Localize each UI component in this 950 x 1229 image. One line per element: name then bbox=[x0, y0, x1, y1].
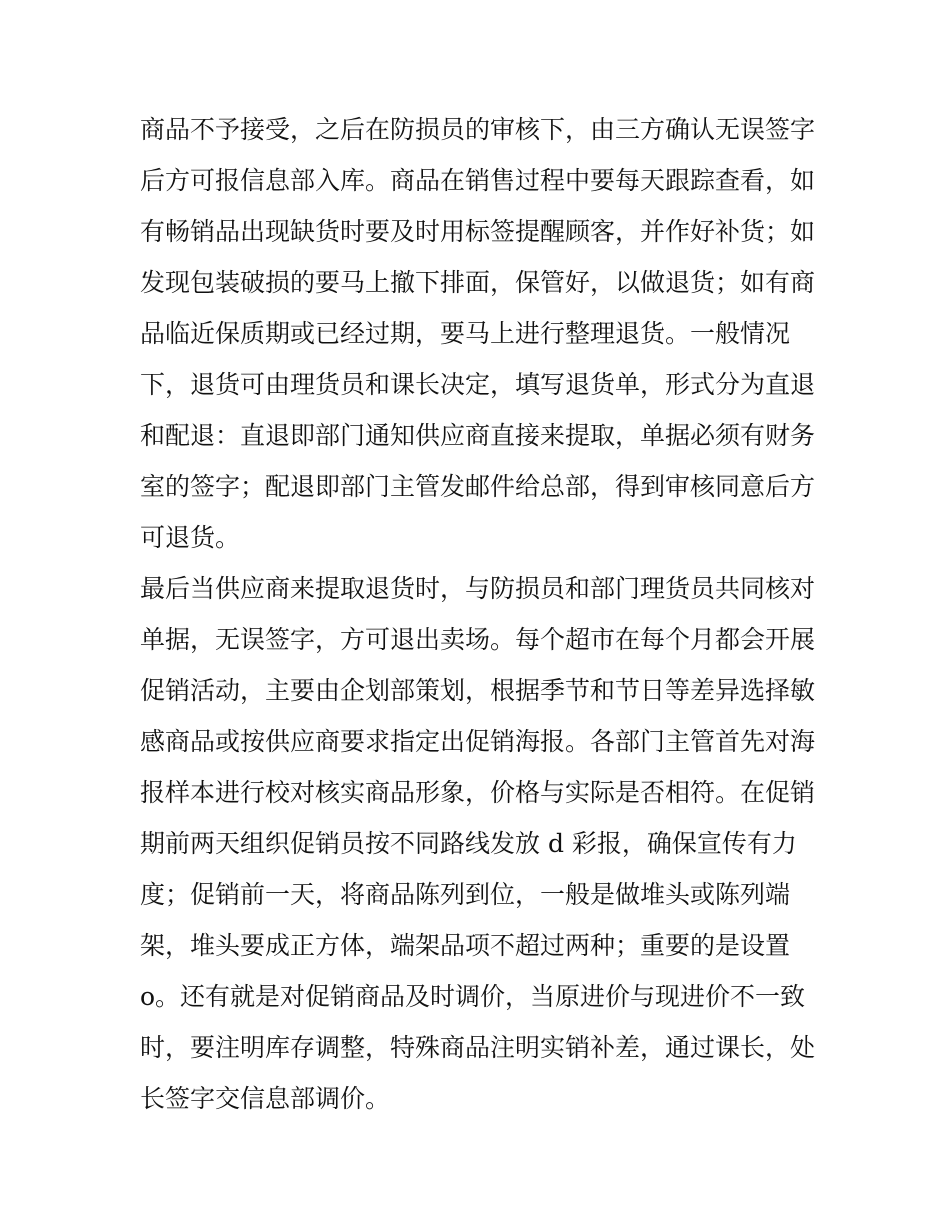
text-line: 下，退货可由理货员和课长决定，填写退货单，形式分为直退 bbox=[140, 370, 816, 399]
text-line: 长签字交信息部调价。 bbox=[140, 1084, 391, 1113]
text-line: 商品不予接受，之后在防损员的审核下，由三方确认无误签字 bbox=[140, 115, 816, 144]
text-line: 时，要注明库存调整，特殊商品注明实销补差，通过课长，处 bbox=[140, 1033, 816, 1062]
body-text bbox=[140, 104, 820, 1124]
text-line: 后方可报信息部入库。商品在销售过程中要每天跟踪查看，如 bbox=[140, 166, 816, 195]
text-line: 最后当供应商来提取退货时，与防损员和部门理货员共同核对 bbox=[140, 574, 816, 603]
text-line: 和配退：直退即部门通知供应商直接来提取，单据必须有财务 bbox=[140, 421, 816, 450]
text-line: 可退货。 bbox=[140, 523, 241, 552]
text-line: 架，堆头要成正方体，端架品项不超过两种；重要的是设置 bbox=[140, 931, 791, 960]
text-line: 发现包装破损的要马上撤下排面，保管好，以做退货；如有商 bbox=[140, 268, 816, 297]
text-line: 报样本进行校对核实商品形象，价格与实际是否相符。在促销 bbox=[140, 778, 816, 807]
text-line: 期前两天组织促销员按不同路线发放 d 彩报，确保宣传有力 bbox=[140, 829, 797, 858]
text-line: 促销活动，主要由企划部策划，根据季节和节日等差异选择敏 bbox=[140, 676, 816, 705]
text-line: 单据，无误签字，方可退出卖场。每个超市在每个月都会开展 bbox=[140, 625, 816, 654]
text-line: 有畅销品出现缺货时要及时用标签提醒顾客，并作好补货；如 bbox=[140, 217, 816, 246]
text-line: 度；促销前一天，将商品陈列到位，一般是做堆头或陈列端 bbox=[140, 880, 791, 909]
text-line: o。还有就是对促销商品及时调价，当原进价与现进价不一致 bbox=[140, 982, 806, 1011]
text-line: 感商品或按供应商要求指定出促销海报。各部门主管首先对海 bbox=[140, 727, 816, 756]
text-line: 品临近保质期或已经过期，要马上进行整理退货。一般情况 bbox=[140, 319, 791, 348]
text-line: 室的签字；配退即部门主管发邮件给总部，得到审核同意后方 bbox=[140, 472, 816, 501]
